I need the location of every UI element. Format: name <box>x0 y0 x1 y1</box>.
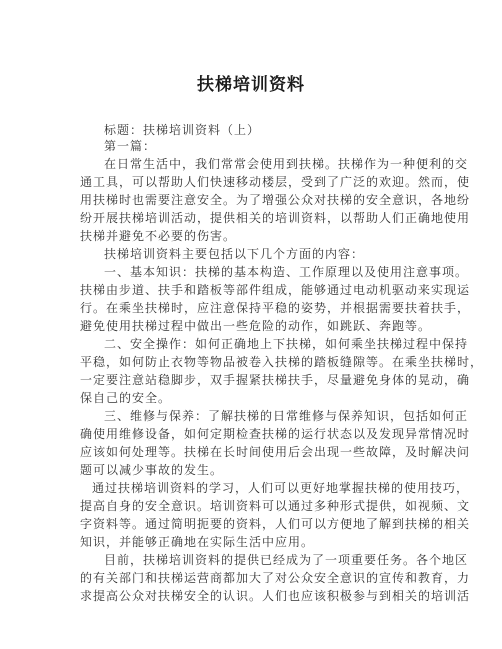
text-line: 平稳，如何防止衣物等物品被卷入扶梯的踏板缝隙等。在乘坐扶梯时， <box>80 355 484 369</box>
text-line: 标题：扶梯培训资料（上） <box>104 123 261 137</box>
text-line: 扶梯培训资料主要包括以下几个方面的内容： <box>104 247 365 261</box>
text-line: 题可以减少事故的发生。 <box>80 463 224 477</box>
text-line: 纷开展扶梯培训活动，提供相关的培训资料，以帮助人们正确地使用 <box>80 211 471 225</box>
text-line: 扶梯并避免不必要的伤害。 <box>80 229 237 243</box>
text-line: 通工具，可以帮助人们快速移动楼层，受到了广泛的欢迎。然而，使 <box>80 175 471 189</box>
text-line: 确使用维修设备，如何定期检查扶梯的运行状态以及发现异常情况时 <box>80 427 471 441</box>
text-line: 第一篇： <box>104 139 157 153</box>
text-line: 字资料等。通过简明扼要的资料，人们可以方便地了解到扶梯的相关 <box>80 517 471 531</box>
text-line: 知识，并能够正确地在实际生活中应用。 <box>80 535 315 549</box>
text-line: 的有关部门和扶梯运营商都加大了对公众安全意识的宣传和教育，力 <box>80 571 471 585</box>
text-line: 目前，扶梯培训资料的提供已经成为了一项重要任务。各个地区 <box>104 553 469 567</box>
text-line: 通过扶梯培训资料的学习，人们可以更好地掌握扶梯的使用技巧， <box>92 481 470 495</box>
text-line: 避免使用扶梯过程中做出一些危险的动作，如跳跃、奔跑等。 <box>80 319 432 333</box>
text-line: 三、维修与保养：了解扶梯的日常维修与保养知识，包括如何正 <box>104 409 469 423</box>
text-line: 在日常生活中，我们常常会使用到扶梯。扶梯作为一种便利的交 <box>104 157 469 171</box>
text-line: 保自己的安全。 <box>80 391 172 405</box>
text-line: 行。在乘坐扶梯时，应注意保持平稳的姿势，并根据需要扶着扶手， <box>80 301 471 315</box>
text-line: 扶梯由步道、扶手和踏板等部件组成，能够通过电动机驱动来实现运 <box>80 283 471 297</box>
text-line: 二、安全操作：如何正确地上下扶梯，如何乘坐扶梯过程中保持 <box>104 337 469 351</box>
text-line: 用扶梯时也需要注意安全。为了增强公众对扶梯的安全意识，各地纷 <box>80 193 471 207</box>
text-line: 应该如何处理等。扶梯在长时间使用后会出现一些故障，及时解决问 <box>80 445 471 459</box>
text-line: 提高自身的安全意识。培训资料可以通过多种形式提供，如视频、文 <box>80 499 471 513</box>
text-line: 求提高公众对扶梯安全的认识。人们也应该积极参与到相关的培训活 <box>80 589 471 603</box>
text-line: 一、基本知识：扶梯的基本构造、工作原理以及使用注意事项。 <box>104 265 469 279</box>
text-line: 一定要注意站稳脚步，双手握紧扶梯扶手，尽量避免身体的晃动，确 <box>80 373 471 387</box>
document-title: 扶梯培训资料 <box>197 75 305 95</box>
